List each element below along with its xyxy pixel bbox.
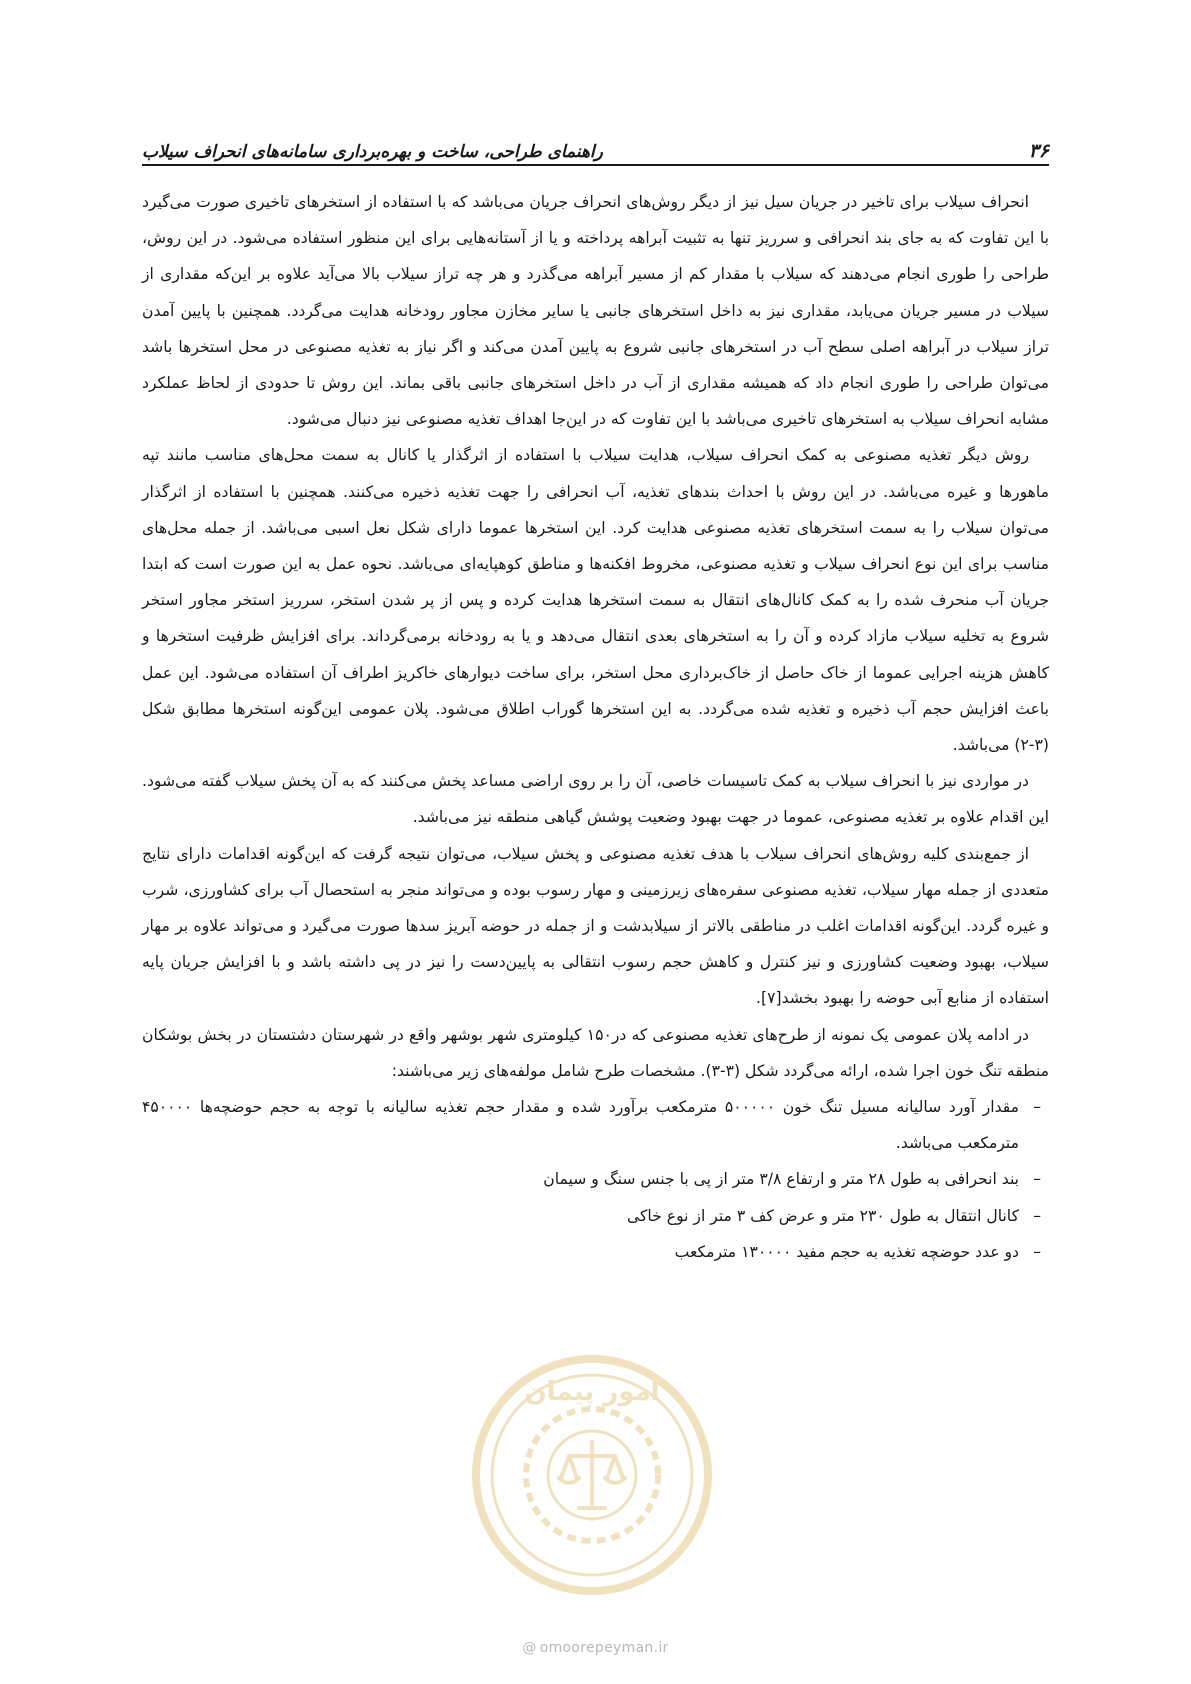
body-text	[142, 184, 1049, 1270]
spec-list	[142, 1089, 1049, 1270]
paragraph: روش دیگر تغذیه مصنوعی به کمک انحراف سیلاب، هدایت سیلاب با استفاده از اثرگذار یا کانال به سمت محل‌های مناسب مانند تپه ماهورها و غیره می‌باشد. در این روش با احداث بندهای تغذیه، آب انحرافی را جهت تغذیه ذخیره می‌کنند. همچنین با استفاده از اثرگذار می‌توان سیلاب را به سمت استخرهای تغذیه مصنوعی هدایت کرد. این استخرها عموما دارای شکل نعل اسبی می‌باشد. از جمله محل‌های مناسب برای این نوع انحراف سیلاب و تغذیه مصنوعی، مخروط افکنه‌ها و مناطق کوهپایه‌ای می‌باشد. نحوه عمل به این صورت است که ابتدا جریان آب منحرف شده را به کمک کانال‌های انتقال به سمت استخرها هدایت کرده و پس از پر شدن استخر، سرریز استخر مجاور استخر شروع به تخلیه سیلاب مازاد کرده و آن را به استخرهای بعدی انتقال می‌دهد و یا به رودخانه برمی‌گرداند. برای افزایش ظرفیت استخرها و کاهش هزینه اجرایی عموما از خاک حاصل از خاک‌برداری محل استخر، برای ساخت دیوارهای خاکریز اطراف آن استفاده می‌شود. این عمل باعث افزایش حجم آب ذخیره و تغذیه شده می‌گردد. به این استخرها گوراب اطلاق می‌شود. پلان عمومی این‌گونه استخرها مطابق شکل (۳-۲) می‌باشد.	[142, 446, 1049, 755]
list-item	[142, 1089, 1049, 1161]
list-item	[142, 1161, 1049, 1197]
list-item	[142, 1234, 1049, 1270]
page-header	[142, 126, 1049, 162]
list-item	[142, 1198, 1049, 1234]
at-icon: @	[522, 1640, 537, 1656]
list-item-text: دو عدد حوضچه تغذیه به حجم مفید ۱۳۰۰۰۰ مترمکعب	[674, 1242, 1019, 1261]
dash-bullet: –	[1033, 1242, 1041, 1261]
list-item-text: کانال انتقال به طول ۲۳۰ متر و عرض کف ۳ متر از نوع خاکی	[627, 1206, 1019, 1225]
paragraph: در ادامه پلان عمومی یک نمونه از طرح‌های تغذیه مصنوعی که در۱۵۰ کیلومتری شهر بوشهر واقع در شهرستان دشتستان در بخش بوشکان منطقه تنگ خون اجرا شده، ارائه می‌گردد شکل (۳-۳). مشخصات طرح شامل مولفه‌های زیر می‌باشند:	[142, 1025, 1049, 1080]
paragraph: در مواردی نیز با انحراف سیلاب به کمک تاسیسات خاصی، آن را بر روی اراضی مساعد پخش می‌کنند که به آن پخش سیلاب گفته می‌شود. این اقدام علاوه بر تغذیه مصنوعی، عموما در جهت بهبود وضعیت پوشش گیاهی منطقه نیز می‌باشد.	[142, 772, 1049, 827]
seal-text: امور پیمان	[524, 1377, 660, 1407]
dash-bullet: –	[1033, 1098, 1041, 1117]
footer-url: omoorepeyman.ir	[539, 1640, 669, 1656]
page-number: ۳۶	[1028, 140, 1049, 162]
dash-bullet: –	[1033, 1206, 1041, 1225]
footer-website	[0, 1640, 1191, 1656]
paragraph: انحراف سیلاب برای تاخیر در جریان سیل نیز از دیگر روش‌های انحراف جریان می‌باشد که با استفاده از استخرهای تاخیری صورت می‌گیرد با این تفاوت که به جای بند انحرافی و سرریز تنها به تثبیت آبراهه پرداخته و یا از آستانه‌هایی برای این منظور استفاده می‌شود. در این روش، طراحی را طوری انجام می‌دهند که سیلاب با مقدار کم از مسیر آبراهه می‌گذرد و هر چه تراز سیلاب بالا می‌آید علاوه بر این‌که مقداری از سیلاب در مسیر جریان می‌یابد، مقداری نیز به داخل استخرهای جانبی یا سایر مخازن مجاور رودخانه هدایت می‌گردد. همچنین با پایین آمدن تراز سیلاب در آبراهه اصلی سطح آب در استخرهای جانبی شروع به پایین آمدن می‌کند و اگر نیاز به تغذیه مصنوعی در محل استخرها باشد می‌توان طراحی را طوری انجام داد که همیشه مقداری از آب در داخل استخرهای جانبی باقی بماند. این روش تا حدودی از لحاظ عملکرد مشابه انحراف سیلاب به استخرهای تاخیری می‌باشد با این تفاوت که در این‌جا اهداف تغذیه مصنوعی نیز دنبال می‌شود.	[142, 193, 1049, 429]
dash-bullet: –	[1033, 1170, 1041, 1189]
list-item-text: بند انحرافی به طول ۲۸ متر و ارتفاع ۳/۸ متر از پی با جنس سنگ و سیمان	[543, 1170, 1019, 1189]
paragraph: از جمع‌بندی کلیه روش‌های انحراف سیلاب با هدف تغذیه مصنوعی و پخش سیلاب، می‌توان نتیجه گرفت که این‌گونه اقدامات دارای نتایج متعددی از جمله مهار سیلاب، تغذیه مصنوعی سفره‌های زیرزمینی و مهار رسوب بوده و می‌تواند منجر به استحصال آب برای کشاورزی، شرب و غیره گردد. این‌گونه اقدامات اغلب در مناطقی بالاتر از سیلابدشت و از جمله در حوضه آبریز سدها صورت می‌گیرد و می‌تواند علاوه بر مهار سیلاب، بهبود وضعیت کشاورزی و نیز کنترل و کاهش حجم رسوب انتقالی به پایین‌دست را نیز در پی داشته باشد و با افزایش جریان پایه استفاده از منابع آبی حوضه را بهبود بخشد[۷].	[142, 844, 1049, 1008]
list-item-text: مقدار آورد سالیانه مسیل تنگ خون ۵۰۰۰۰۰ مترمکعب برآورد شده و مقدار حجم تغذیه سالیانه با توجه به حجم حوضچه‌ها ۴۵۰۰۰۰ مترمکعب می‌باشد.	[142, 1098, 1019, 1153]
header-rule	[142, 164, 1049, 166]
watermark-seal-icon	[469, 1352, 715, 1598]
running-title: راهنمای طراحی، ساخت و بهره‌برداری سامانه‌های انحراف سیلاب	[142, 142, 603, 162]
